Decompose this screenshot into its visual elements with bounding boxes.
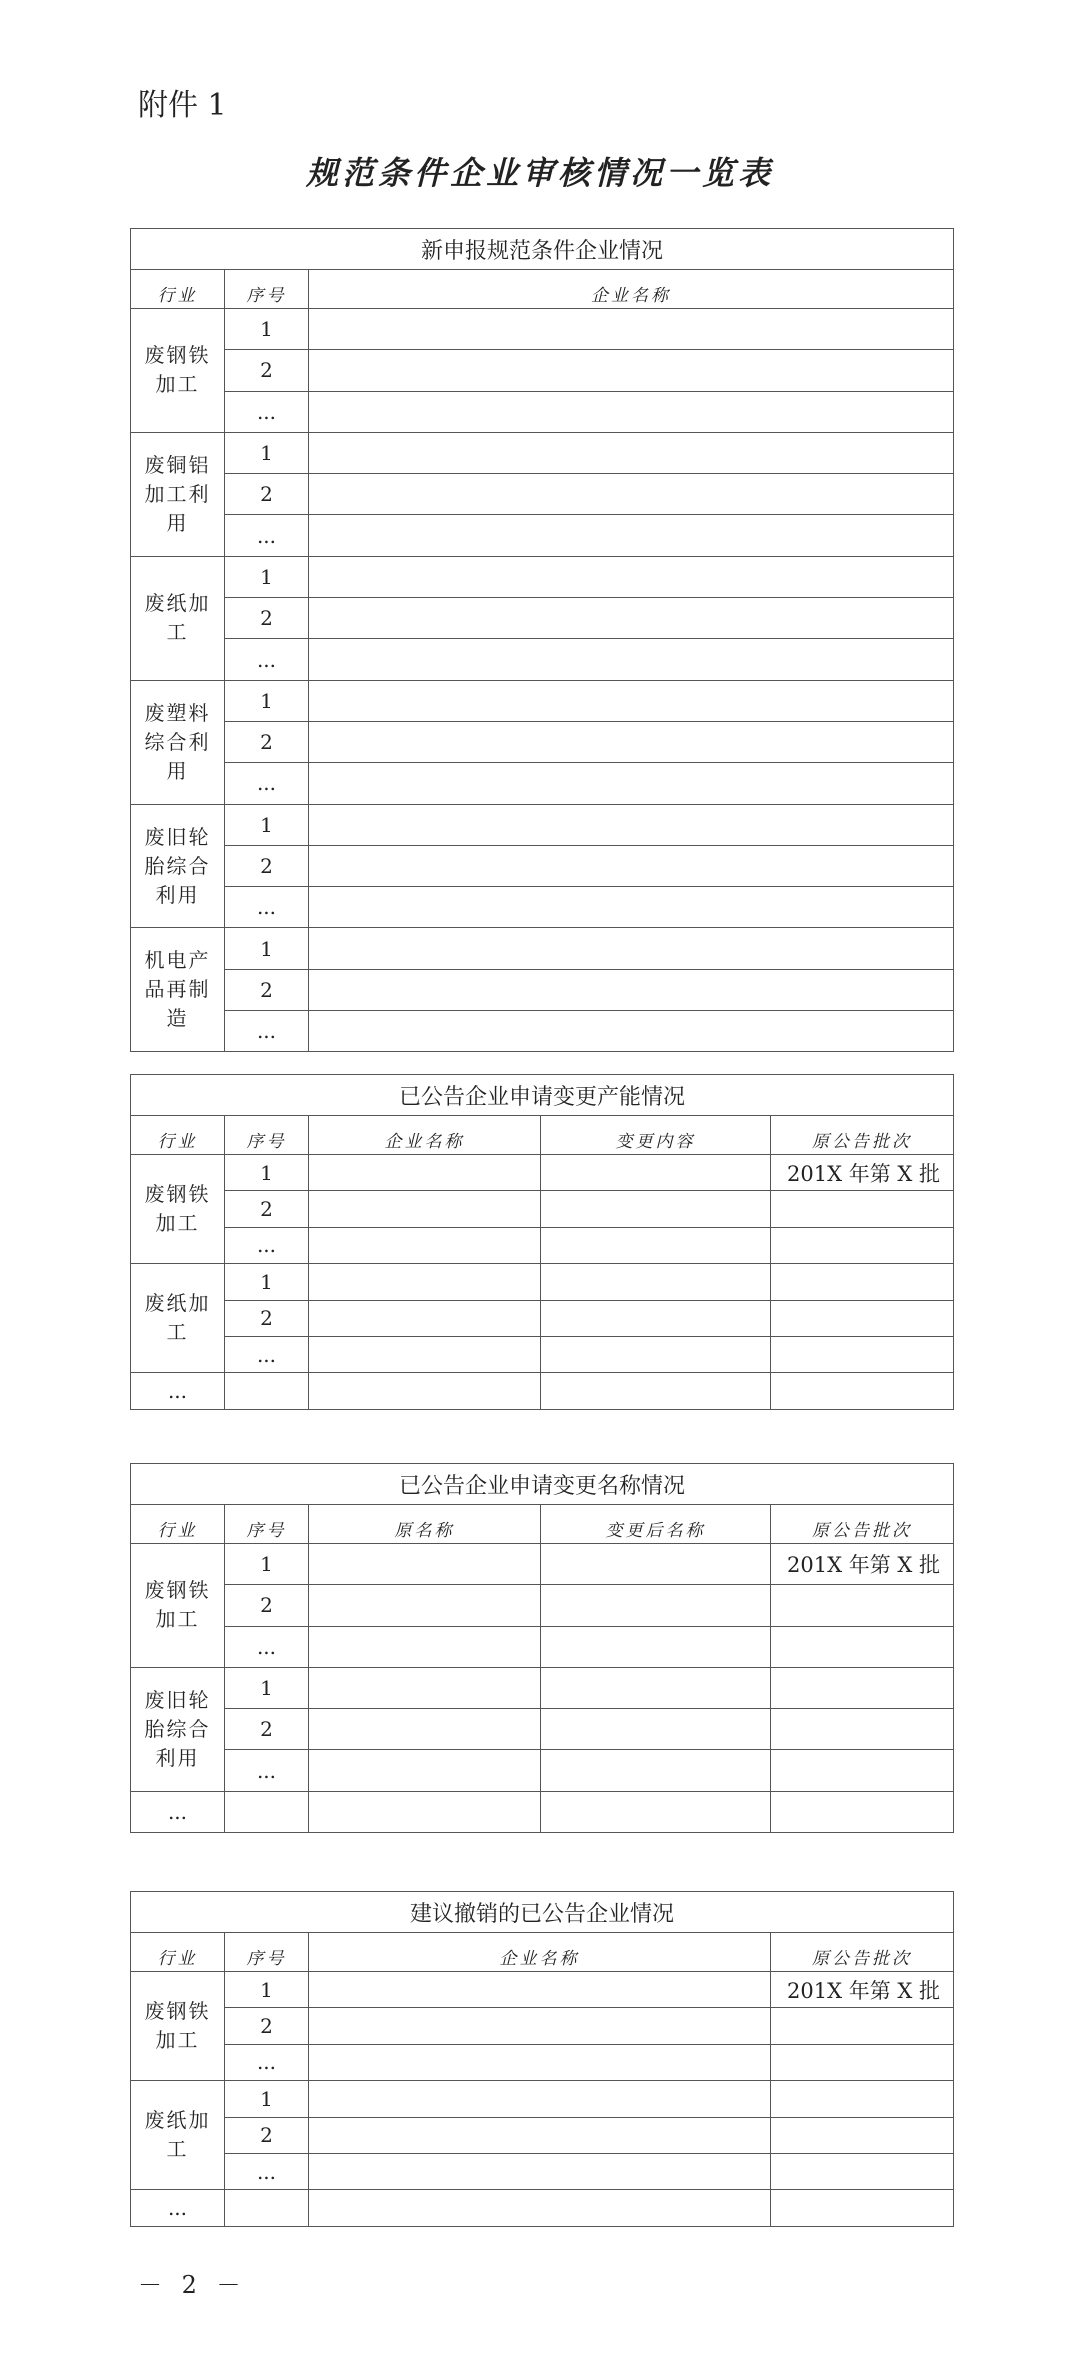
batch-cell [771,1626,954,1667]
company-cell [309,515,954,556]
table-row [131,969,954,1010]
seq-cell: 1 [225,928,309,969]
industry-cell: 废钢铁加工 [131,1544,225,1668]
industry-cell: 废塑料综合利用 [131,680,225,804]
industry-cell: 废铜铝加工利用 [131,432,225,556]
table-row [131,928,954,969]
batch-cell: 201X 年第 X 批 [771,1155,954,1191]
table-row [131,1155,954,1191]
company-cell [309,763,954,804]
empty-cell [225,1791,309,1832]
seq-cell: 2 [225,1191,309,1227]
header-seq: 序号 [225,1933,309,1972]
old-name-cell [309,1709,541,1750]
seq-cell: ... [225,2153,309,2189]
header-industry: 行业 [131,1116,225,1155]
empty-cell [771,1791,954,1832]
new-applicants-table [130,228,954,1052]
batch-cell [771,1585,954,1626]
company-cell [309,887,954,928]
header-company: 企业名称 [309,1116,541,1155]
table-row [131,474,954,515]
seq-cell: ... [225,1227,309,1263]
seq-cell: ... [225,1011,309,1052]
new-name-cell [541,1626,771,1667]
old-name-cell [309,1585,541,1626]
table-row [131,1791,954,1832]
batch-cell [771,1336,954,1372]
company-cell [309,1972,771,2008]
company-cell [309,2117,771,2153]
new-name-cell [541,1709,771,1750]
company-cell [309,1264,541,1300]
table-row [131,1264,954,1300]
table-row [131,2044,954,2080]
document-title: 规范条件企业审核情况一览表 [305,154,774,192]
seq-cell: ... [225,1750,309,1791]
seq-cell: ... [225,515,309,556]
name-change-table [130,1463,954,1833]
table-row [131,2153,954,2189]
table-row [131,763,954,804]
header-seq: 序号 [225,270,309,309]
revocation-table [130,1891,954,2227]
table-row [131,515,954,556]
company-cell [309,309,954,350]
company-cell [309,350,954,391]
company-cell [309,1155,541,1191]
table-row [131,1336,954,1372]
industry-cell: 废纸加工 [131,1264,225,1373]
old-name-cell [309,1750,541,1791]
table-row [131,1191,954,1227]
seq-cell: 2 [225,1300,309,1336]
header-batch: 原公告批次 [771,1505,954,1544]
seq-cell: 1 [225,1264,309,1300]
page-number: － 2 － [138,2271,247,2299]
industry-cell: 废旧轮胎综合利用 [131,1667,225,1791]
seq-cell: ... [225,2044,309,2080]
company-cell [309,969,954,1010]
company-cell [309,2153,771,2189]
old-name-cell [309,1544,541,1585]
company-cell [309,928,954,969]
company-cell [309,845,954,886]
table-row [131,1373,954,1409]
empty-cell [541,1791,771,1832]
seq-cell: ... [225,1626,309,1667]
change-cell [541,1264,771,1300]
attachment-label: 附件 1 [138,88,227,123]
batch-cell [771,1709,954,1750]
table-row [131,432,954,473]
seq-cell: 1 [225,432,309,473]
batch-cell [771,1227,954,1263]
table-title: 已公告企业申请变更名称情况 [131,1464,954,1505]
old-name-cell [309,1626,541,1667]
capacity-change-table [130,1074,954,1410]
table-row [131,1626,954,1667]
change-cell [541,1191,771,1227]
table-body [131,1155,954,1410]
table-row [131,2008,954,2044]
seq-cell: 2 [225,598,309,639]
table-row [131,309,954,350]
seq-cell: 1 [225,556,309,597]
seq-cell: 1 [225,1544,309,1585]
company-cell [309,804,954,845]
industry-cell: ... [131,1791,225,1832]
company-cell [309,1191,541,1227]
industry-cell: 机电产品再制造 [131,928,225,1052]
table-title: 建议撤销的已公告企业情况 [131,1892,954,1933]
empty-cell [225,2190,309,2226]
batch-cell [771,1264,954,1300]
seq-cell: ... [225,639,309,680]
batch-cell [771,2081,954,2117]
empty-cell [541,1373,771,1409]
seq-cell: ... [225,887,309,928]
seq-cell: 1 [225,804,309,845]
company-cell [309,474,954,515]
seq-cell: 2 [225,350,309,391]
new-name-cell [541,1544,771,1585]
table-row [131,1709,954,1750]
seq-cell: 2 [225,474,309,515]
table-row [131,845,954,886]
empty-cell [771,2190,954,2226]
change-cell [541,1336,771,1372]
industry-cell: 废钢铁加工 [131,309,225,433]
header-company: 企业名称 [309,270,954,309]
table-row [131,1750,954,1791]
industry-cell: 废纸加工 [131,2081,225,2190]
change-cell [541,1155,771,1191]
empty-cell [225,1373,309,1409]
company-cell [309,1336,541,1372]
company-cell [309,598,954,639]
seq-cell: 1 [225,309,309,350]
company-cell [309,2081,771,2117]
table-row [131,350,954,391]
seq-cell: 2 [225,2117,309,2153]
table-row [131,2190,954,2226]
empty-cell [309,1373,541,1409]
batch-cell [771,2044,954,2080]
batch-cell [771,1191,954,1227]
empty-cell [309,2190,771,2226]
seq-cell: 2 [225,721,309,762]
table-row [131,1227,954,1263]
seq-cell: 1 [225,1667,309,1708]
empty-cell [771,1373,954,1409]
table-row [131,1544,954,1585]
table-title: 已公告企业申请变更产能情况 [131,1075,954,1116]
company-cell [309,556,954,597]
table-row [131,391,954,432]
company-cell [309,721,954,762]
company-cell [309,1227,541,1263]
batch-cell [771,1667,954,1708]
header-seq: 序号 [225,1116,309,1155]
seq-cell: ... [225,763,309,804]
seq-cell: 2 [225,1585,309,1626]
change-cell [541,1227,771,1263]
batch-cell [771,1300,954,1336]
company-cell [309,639,954,680]
header-industry: 行业 [131,1505,225,1544]
header-industry: 行业 [131,1933,225,1972]
industry-cell: ... [131,1373,225,1409]
header-new-name: 变更后名称 [541,1505,771,1544]
table-row [131,598,954,639]
header-industry: 行业 [131,270,225,309]
table-row [131,1972,954,2008]
table-body [131,1972,954,2227]
batch-cell [771,2153,954,2189]
seq-cell: 2 [225,845,309,886]
new-name-cell [541,1667,771,1708]
table-body [131,1544,954,1833]
table-title: 新申报规范条件企业情况 [131,229,954,270]
company-cell [309,2044,771,2080]
empty-cell [309,1791,541,1832]
industry-cell: 废旧轮胎综合利用 [131,804,225,928]
table-row [131,1585,954,1626]
table-row [131,887,954,928]
table-body [131,309,954,1052]
table-row [131,639,954,680]
table-row [131,1011,954,1052]
company-cell [309,680,954,721]
old-name-cell [309,1667,541,1708]
batch-cell [771,2008,954,2044]
table-row [131,556,954,597]
batch-cell: 201X 年第 X 批 [771,1544,954,1585]
seq-cell: 1 [225,2081,309,2117]
header-company: 企业名称 [309,1933,771,1972]
batch-cell [771,1750,954,1791]
seq-cell: 1 [225,680,309,721]
company-cell [309,1011,954,1052]
header-batch: 原公告批次 [771,1933,954,1972]
industry-cell: 废纸加工 [131,556,225,680]
seq-cell: 1 [225,1155,309,1191]
table-row [131,1667,954,1708]
company-cell [309,391,954,432]
header-old-name: 原名称 [309,1505,541,1544]
industry-cell: ... [131,2190,225,2226]
change-cell [541,1300,771,1336]
header-change: 变更内容 [541,1116,771,1155]
industry-cell: 废钢铁加工 [131,1972,225,2081]
table-row [131,2081,954,2117]
seq-cell: 2 [225,2008,309,2044]
new-name-cell [541,1750,771,1791]
header-batch: 原公告批次 [771,1116,954,1155]
seq-cell: ... [225,391,309,432]
seq-cell: 1 [225,1972,309,2008]
company-cell [309,432,954,473]
header-seq: 序号 [225,1505,309,1544]
industry-cell: 废钢铁加工 [131,1155,225,1264]
batch-cell [771,2117,954,2153]
batch-cell: 201X 年第 X 批 [771,1972,954,2008]
seq-cell: 2 [225,1709,309,1750]
table-row [131,680,954,721]
table-row [131,721,954,762]
table-row [131,1300,954,1336]
company-cell [309,2008,771,2044]
table-row [131,804,954,845]
company-cell [309,1300,541,1336]
seq-cell: 2 [225,969,309,1010]
new-name-cell [541,1585,771,1626]
table-row [131,2117,954,2153]
seq-cell: ... [225,1336,309,1372]
